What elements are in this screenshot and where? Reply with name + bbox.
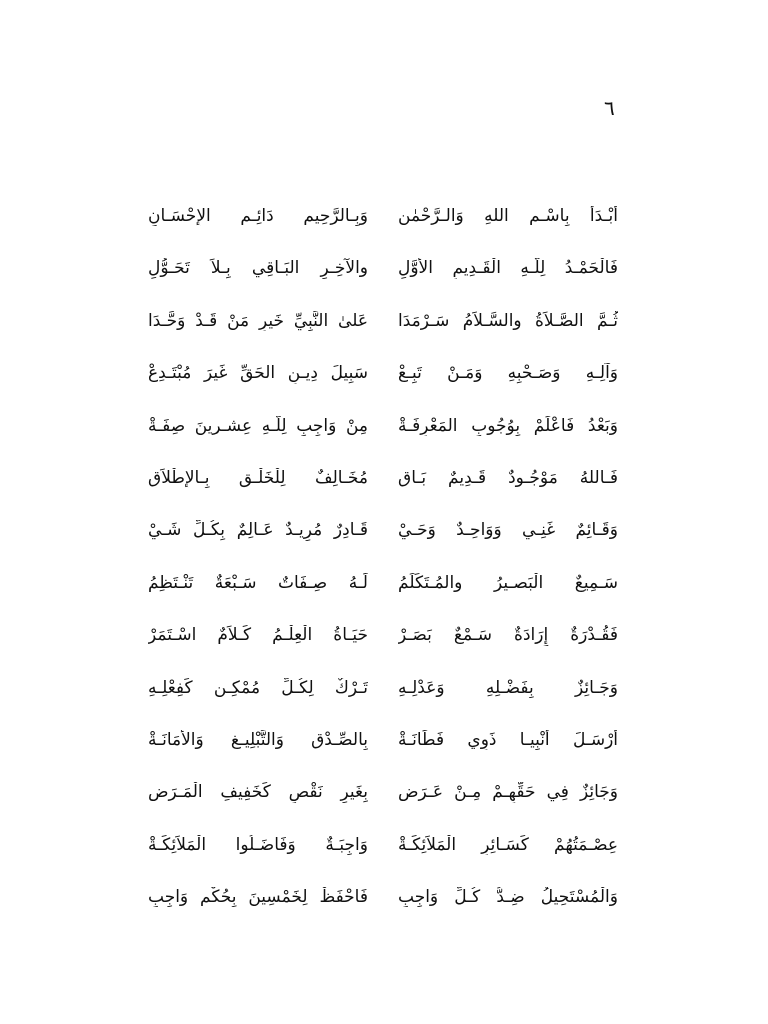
left-hemistich: لَـهُ صِـفَاتٌ سَـبْعَةٌ تَنْـتَظِمُ (148, 572, 368, 593)
verse (148, 609, 618, 661)
left-hemistich: سَبِيلَ دِيـنِ الحَقِّ غَيرَ مُبْتَـدِعْ (148, 363, 368, 384)
right-hemistich: وَجَـائِزٌ بِفَضْـلِهِ وَعَدْلِـهِ (398, 677, 618, 698)
left-hemistich: بِالصِّـدْقِ وَالتَّبْلِيـغِ وَالأَمَانَـةْ (148, 729, 368, 750)
left-hemistich: وَبِـالرَّحِيمِ دَائِـمِ الإِحْسَـانِ (148, 206, 368, 226)
verse (148, 452, 618, 504)
verse (148, 400, 618, 452)
left-hemistich: بِغَيرِ نَقْصٍ كَخَفِيفِ الْمَـرَضِ (148, 782, 368, 803)
verse (148, 662, 618, 714)
right-hemistich: وَآلِـهِ وَصَـحْبِهِ وَمَـنْ تَبِـعْ (398, 363, 618, 384)
left-hemistich: مِنْ وَاجِبٍ لِلّـهِ عِشـرينَ صِفَـةْ (148, 415, 368, 436)
poem (148, 190, 618, 923)
verse (148, 295, 618, 347)
left-hemistich: عَلىٰ النَّبِيِّ خَيرِ مَنْ قَـدْ وَحَّـدَا (148, 310, 368, 331)
verse (148, 347, 618, 399)
verse (148, 819, 618, 871)
left-hemistich: مُخَـالِفٌ لِلْخَلْـقِ بِـالإِطْلاَقِ (148, 467, 368, 488)
left-hemistich: والآخِـرِ البَـاقِي بِـلاَ تَحَـوُّلِ (148, 258, 368, 279)
right-hemistich: فَقُـدْرَةٌ إِرَادَةٌ سَـمْعٌ بَصَـرْ (398, 625, 618, 646)
left-hemistich: حَيَـاةُ الْعِلْـمُ كَـلاَمٌ اسْـتَمَرْ (148, 625, 368, 646)
right-hemistich: أَرْسَـلَ أَنْبِيـا ذَوِي فَطَانَـةْ (398, 729, 618, 750)
left-hemistich: فَاحْفَظْ لِخَمْسِينَ بِحُكْمٍ وَاجِبِ (148, 887, 368, 908)
verse (148, 714, 618, 766)
right-hemistich: أَبْـدَأُ بِاسْـمِ اللهِ وَالـرَّحْمٰنِ (398, 206, 618, 226)
right-hemistich: سَـمِيعٌ الْبَصـيرُ والمُـتَكَلِّمُ (398, 572, 618, 593)
verse (148, 504, 618, 556)
right-hemistich: وَجَائِزٌ فِي حَقِّهِـمْ مِـنْ عَـرَضٍ (398, 782, 618, 803)
page-number: ٦ (604, 96, 615, 120)
right-hemistich: وَقَـائِمٌ غَنِـي وَوَاحِـدٌ وَحَـيْ (398, 520, 618, 541)
right-hemistich: عِصْـمَتُهُمْ كَسَـائِرِ الْمَلاَئِكَـةْ (398, 834, 618, 855)
verse (148, 766, 618, 818)
right-hemistich: فَـاللهُ مَوْجُـودٌ قَـدِيمٌ بَـاقِ (398, 467, 618, 488)
right-hemistich: وَالْمُسْتَحِيلُ ضِـدُّ كُـلِّ وَاجِبِ (398, 887, 618, 908)
verse (148, 557, 618, 609)
left-hemistich: تَـرْكٌ لِكُـلِّ مُمْكِـنٍ كَفِعْلِـهِ (148, 677, 368, 698)
right-hemistich: فَالْحَمْـدُ لِلّـهِ الْقَـدِيمِ الأَوَّلِ (398, 258, 618, 279)
left-hemistich: وَاجِبَـةٌ وَفَاضَـلُوا الْمَلاَئِكَـةْ (148, 834, 368, 855)
verse (148, 871, 618, 923)
right-hemistich: ثُـمَّ الصَّـلاَةُ والسَّـلاَمُ سَـرْمَدَا (398, 310, 618, 331)
verse (148, 242, 618, 294)
right-hemistich: وَبَعْدُ فَاعْلَمْ بِوُجُوبِ المَعْرِفَـةْ (398, 415, 618, 436)
left-hemistich: قَـادِرٌ مُرِيـدٌ عَـالِمٌ بِكُـلِّ شَـيْ (148, 520, 368, 541)
verse (148, 190, 618, 242)
